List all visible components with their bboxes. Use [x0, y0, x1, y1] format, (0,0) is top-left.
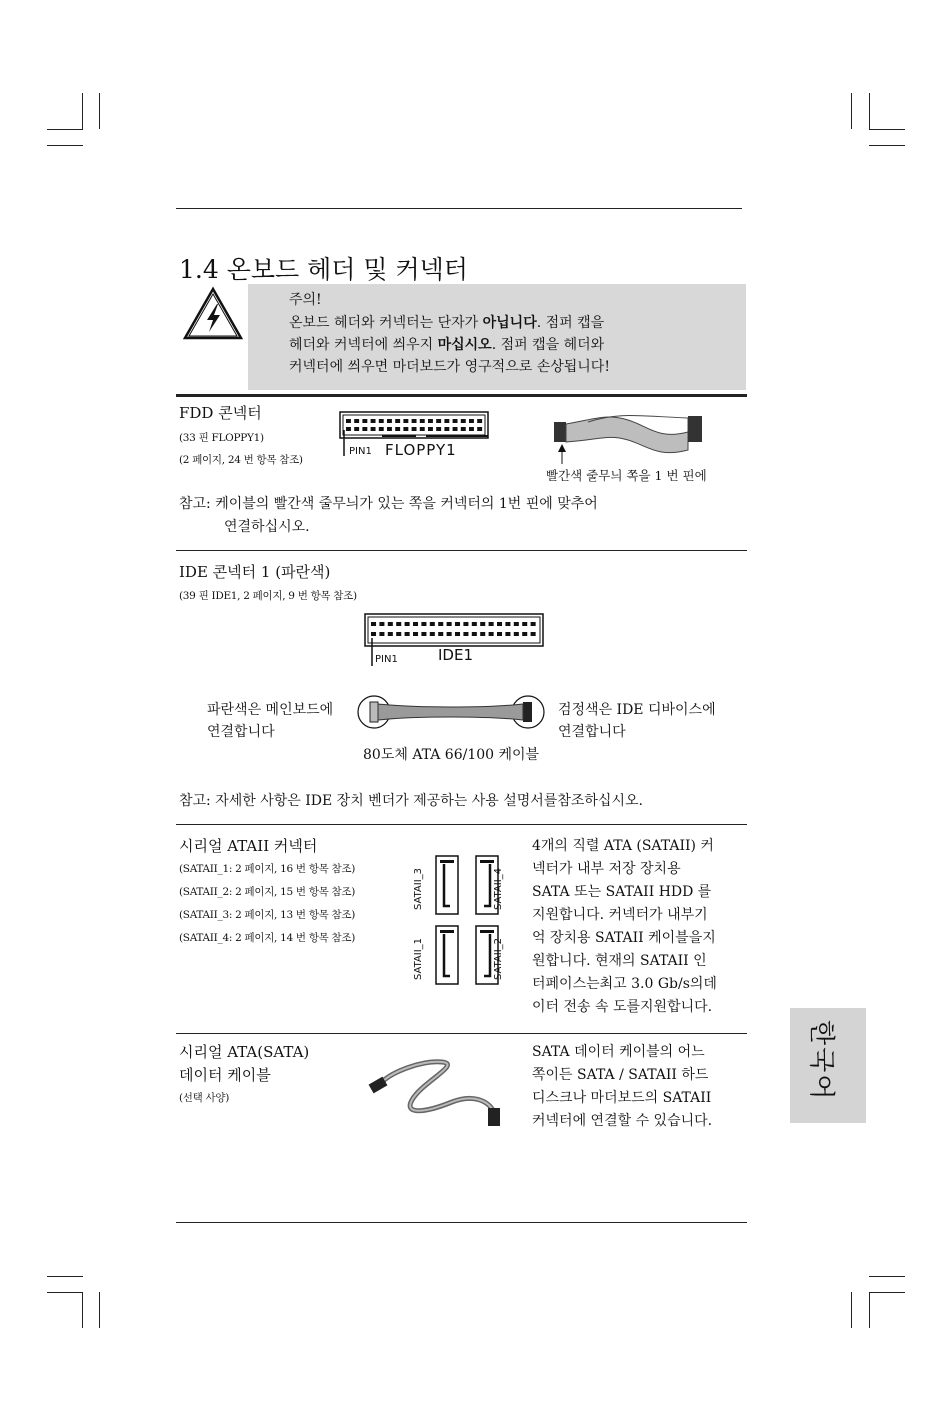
crop-mark	[869, 1292, 870, 1328]
sataii-desc-1: 4개의 직렬 ATA (SATAII) 커	[532, 838, 714, 854]
sataii-ref-1: (SATAII_1: 2 페이지, 16 번 항목 참조)	[179, 863, 356, 875]
caution-line-3: 커넥터에 씌우면 마더보드가 영구적으로 손상됩니다!	[289, 359, 610, 375]
connector-pin	[489, 632, 494, 636]
sataii-desc-8: 이터 전송 속 도를지원합니다.	[532, 999, 713, 1015]
sataii-desc-6: 원합니다. 현재의 SATAII 인	[532, 953, 707, 969]
crop-mark	[851, 93, 852, 129]
sataii-2-label: SATAII_2	[493, 937, 504, 980]
connector-pin	[412, 419, 417, 423]
caution-line-1	[289, 312, 604, 332]
connector-pin	[477, 427, 482, 431]
connector-pin	[447, 632, 452, 636]
crop-mark	[47, 129, 83, 130]
connector-pin	[430, 632, 435, 636]
connector-pin	[412, 427, 417, 431]
fdd-note-line-1: 참고: 케이블의 빨간색 줄무늬가 있는 쪽을 커넥터의 1번 핀에 맞추어	[179, 496, 598, 512]
connector-pin	[469, 427, 474, 431]
fdd-sub-2: (2 페이지, 24 번 항목 참조)	[179, 454, 303, 466]
connector-pin	[379, 427, 384, 431]
connector-pin	[461, 427, 466, 431]
connector-pin	[463, 632, 468, 636]
sataii-1-label: SATAII_1	[413, 937, 424, 980]
connector-pin	[371, 427, 376, 431]
sata-cable-title-2: 데이터 케이블	[179, 1066, 271, 1084]
connector-pin	[421, 622, 426, 626]
ide-pin1-label: PIN1	[375, 654, 398, 665]
ide-sub: (39 핀 IDE1, 2 페이지, 9 번 항목 참조)	[179, 590, 357, 602]
connector-pin	[354, 419, 359, 423]
sataii-desc-2: 넥터가 내부 저장 장치용	[532, 861, 681, 877]
ide-right-caption-2: 연결합니다	[558, 724, 626, 740]
top-rule	[176, 208, 742, 209]
connector-pin	[405, 632, 410, 636]
connector-pin	[388, 622, 393, 626]
sataii-desc-3: SATA 또는 SATAII HDD 를	[532, 884, 712, 900]
sataii-desc-5: 억 장치용 SATAII 케이블을지	[532, 930, 716, 946]
connector-pin	[362, 427, 367, 431]
connector-pin	[387, 419, 392, 423]
fdd-connector-label: FLOPPY1	[385, 441, 457, 459]
section-rule	[176, 550, 747, 551]
crop-mark	[47, 145, 83, 146]
caution-line-2	[289, 334, 604, 354]
caution-line-1-post: . 점퍼 캡을	[536, 315, 605, 331]
ide-left-caption-1: 파란색은 메인보드에	[207, 702, 334, 718]
connector-pin	[522, 632, 527, 636]
sataii-desc-4: 지원합니다. 커넥터가 내부기	[532, 907, 708, 923]
ide-note: 참고: 자세한 사항은 IDE 장치 벤더가 제공하는 사용 설명서를참조하십시오.	[179, 793, 643, 809]
connector-pin	[480, 632, 485, 636]
connector-pin	[505, 622, 510, 626]
floppy-cable-image	[548, 410, 708, 470]
connector-pin	[453, 419, 458, 423]
connector-pin	[472, 632, 477, 636]
connector-pin	[403, 427, 408, 431]
connector-pin	[396, 622, 401, 626]
connector-pin	[354, 427, 359, 431]
connector-pin	[522, 622, 527, 626]
crop-mark	[82, 1292, 83, 1328]
ide-cable-image	[356, 692, 548, 734]
crop-mark	[99, 1292, 100, 1328]
ide-title: IDE 콘넥터 1 (파란색)	[179, 563, 331, 581]
sataii-title: 시리얼 ATAII 커넥터	[179, 837, 318, 855]
connector-pin	[436, 419, 441, 423]
crop-mark	[869, 129, 905, 130]
fdd-title: FDD 콘넥터	[179, 404, 262, 422]
connector-pin	[371, 632, 376, 636]
sata-cable-desc-3: 디스크나 마더보드의 SATAII	[532, 1090, 712, 1106]
connector-pin	[497, 632, 502, 636]
connector-pin	[438, 632, 443, 636]
sataii-3-label: SATAII_3	[413, 867, 424, 910]
connector-pin	[379, 419, 384, 423]
crop-mark	[47, 1276, 83, 1277]
connector-pin	[436, 427, 441, 431]
caution-line-1-bold: 아닙니다	[482, 315, 537, 331]
connector-pin	[430, 622, 435, 626]
connector-pin	[387, 427, 392, 431]
connector-pin	[413, 622, 418, 626]
connector-pin	[421, 632, 426, 636]
connector-pin	[480, 622, 485, 626]
connector-pin	[428, 419, 433, 423]
connector-pin	[455, 632, 460, 636]
crop-mark	[869, 1292, 905, 1293]
crop-mark	[869, 145, 905, 146]
connector-pin	[531, 632, 536, 636]
fdd-sub-1: (33 핀 FLOPPY1)	[179, 432, 264, 444]
connector-pin	[455, 622, 460, 626]
sataii-ref-3: (SATAII_3: 2 페이지, 13 번 항목 참조)	[179, 909, 356, 921]
sataii-ref-4: (SATAII_4: 2 페이지, 14 번 항목 참조)	[179, 932, 356, 944]
sata-cable-desc-1: SATA 데이터 케이블의 어느	[532, 1044, 705, 1060]
connector-pin	[413, 632, 418, 636]
connector-pin	[472, 622, 477, 626]
connector-pin	[531, 622, 536, 626]
connector-pin	[477, 419, 482, 423]
language-side-tab-label: 한국어	[806, 1020, 836, 1102]
connector-pin	[371, 419, 376, 423]
caution-line-2-pre: 헤더와 커넥터에 씌우지	[289, 337, 438, 353]
fdd-cable-caption: 빨간색 줄무늬 쪽을 1 번 핀에	[546, 468, 707, 483]
connector-pin	[395, 427, 400, 431]
connector-pin	[505, 632, 510, 636]
sataii-desc-7: 터페이스는최고 3.0 Gb/s의데	[532, 976, 717, 992]
sata-cable-desc-4: 커넥터에 연결할 수 있습니다.	[532, 1113, 713, 1129]
connector-pin	[514, 632, 519, 636]
connector-pin	[420, 427, 425, 431]
connector-pin	[514, 622, 519, 626]
sata-cable-image	[362, 1052, 512, 1132]
connector-pin	[497, 622, 502, 626]
crop-mark	[99, 93, 100, 129]
sata-cable-title-1: 시리얼 ATA(SATA)	[179, 1043, 310, 1061]
crop-mark	[869, 1276, 905, 1277]
fdd-pin1-label: PIN1	[349, 446, 372, 457]
sataii-4-label: SATAII_4	[493, 867, 504, 910]
connector-pin	[396, 632, 401, 636]
connector-pin	[362, 419, 367, 423]
sataii-ref-2: (SATAII_2: 2 페이지, 15 번 항목 참조)	[179, 886, 356, 898]
connector-pin	[379, 632, 384, 636]
sata-cable-desc-2: 쪽이든 SATA / SATAII 하드	[532, 1067, 709, 1083]
connector-pin	[420, 419, 425, 423]
sata-cable-sub: (선택 사양)	[179, 1092, 230, 1104]
ide-connector-label: IDE1	[438, 646, 473, 664]
connector-pin	[447, 622, 452, 626]
connector-pin	[438, 622, 443, 626]
page-title: 1.4 온보드 헤더 및 커넥터	[179, 255, 468, 284]
section-rule	[176, 824, 747, 825]
connector-pin	[489, 622, 494, 626]
fdd-note-line-2: 연결하십시오.	[224, 519, 310, 535]
crop-mark	[851, 1292, 852, 1328]
bottom-rule	[176, 1222, 747, 1223]
section-rule	[176, 1033, 747, 1034]
connector-pin	[403, 419, 408, 423]
caution-line-2-post: . 점퍼 캡을 헤더와	[491, 337, 605, 353]
connector-pin	[461, 419, 466, 423]
connector-pin	[444, 419, 449, 423]
connector-pin	[346, 419, 351, 423]
caution-line-2-bold: 마십시오	[437, 337, 492, 353]
caution-line-1-pre: 온보드 헤더와 커넥터는 단자가	[289, 315, 483, 331]
crop-mark	[869, 93, 870, 129]
connector-pin	[463, 622, 468, 626]
section-rule-thick	[176, 394, 747, 397]
connector-pin	[444, 427, 449, 431]
connector-pin	[379, 622, 384, 626]
connector-pin	[469, 419, 474, 423]
connector-pin	[346, 427, 351, 431]
caution-heading: 주의!	[289, 292, 322, 308]
connector-pin	[388, 632, 393, 636]
connector-pin	[395, 419, 400, 423]
ide-right-caption-1: 검정색은 IDE 디바이스에	[558, 702, 716, 718]
ide-left-caption-2: 연결합니다	[207, 724, 275, 740]
connector-pin	[371, 622, 376, 626]
crop-mark	[47, 1292, 83, 1293]
ide-cable-caption: 80도체 ATA 66/100 케이블	[363, 747, 540, 763]
language-side-tab	[790, 1008, 866, 1123]
connector-pin	[453, 427, 458, 431]
warning-icon	[182, 286, 244, 342]
connector-pin	[428, 427, 433, 431]
connector-pin	[405, 622, 410, 626]
crop-mark	[82, 93, 83, 129]
